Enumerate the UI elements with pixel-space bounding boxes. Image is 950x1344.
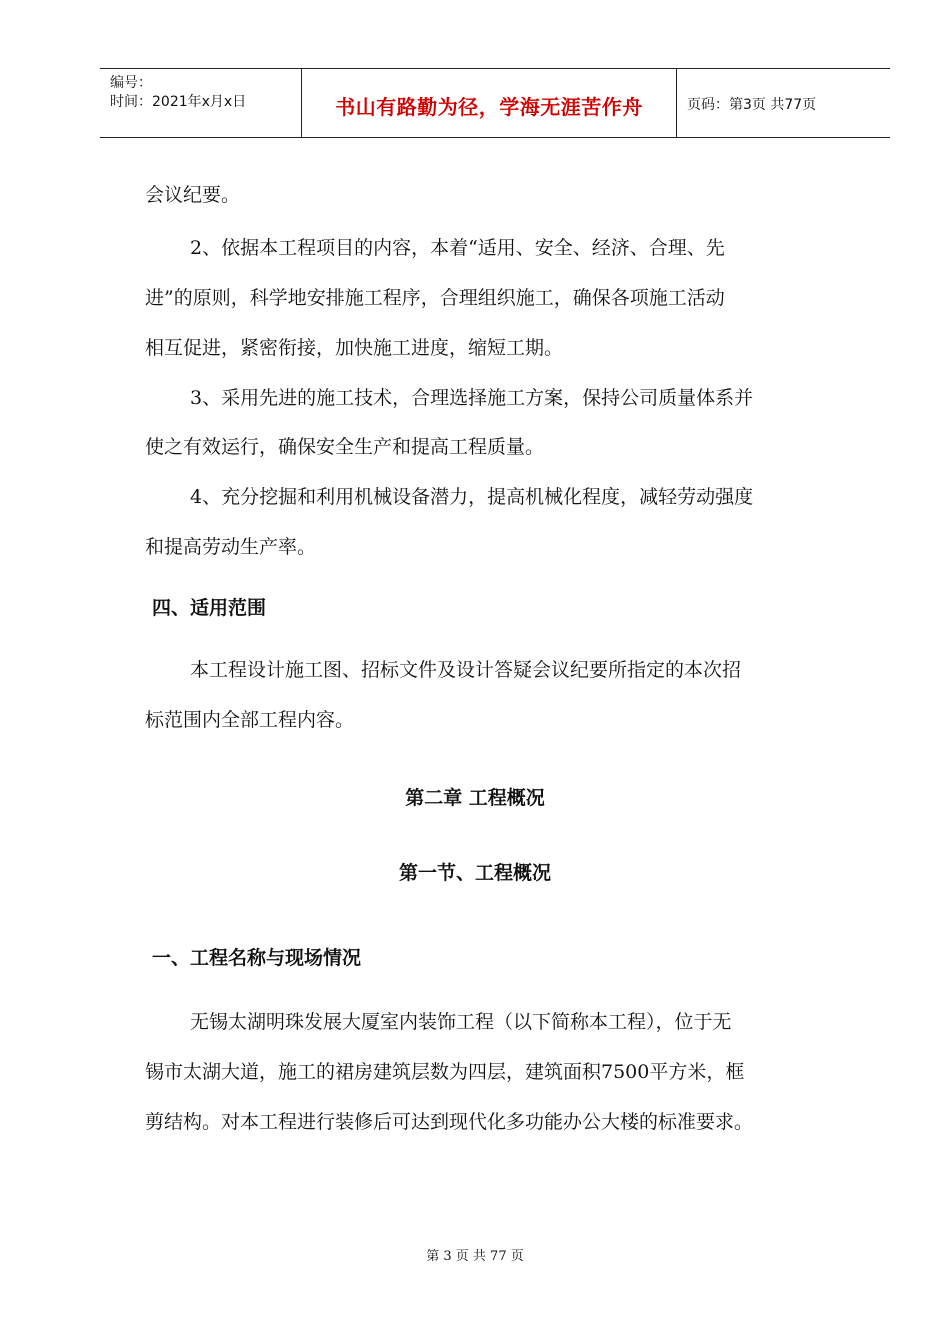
item-3-line-1: 3、采用先进的施工技术，合理选择施工方案，保持公司质量体系并 (190, 387, 754, 409)
item-2-line-3: 相互促进，紧密衔接，加快施工进度，缩短工期。 (145, 337, 564, 359)
item-3-line-2: 使之有效运行，确保安全生产和提高工程质量。 (145, 436, 545, 458)
document-number-label: 编号： (110, 75, 152, 91)
scope-line-1: 本工程设计施工图、招标文件及设计答疑会议纪要所指定的本次招 (190, 659, 742, 681)
continued-text: 会议纪要。 (145, 184, 241, 206)
chapter-title: 第二章 工程概况 (405, 787, 545, 809)
header-motto-cell (301, 69, 677, 137)
item-2-line-2: 进”的原则，科学地安排施工程序，合理组织施工，确保各项施工活动 (145, 287, 725, 309)
document-time-label: 时间：2021年x月x日 (110, 94, 247, 110)
overview-line-1: 无锡太湖明珠发展大厦室内装饰工程（以下简称本工程），位于无 (190, 1011, 732, 1033)
header-meta-cell (100, 69, 300, 137)
item-4-line-1: 4、充分挖掘和利用机械设备潜力，提高机械化程度，减轻劳动强度 (190, 486, 754, 508)
overview-line-3: 剪结构。对本工程进行装修后可达到现代化多功能办公大楼的标准要求。 (145, 1111, 754, 1133)
page-header-table (100, 68, 890, 138)
page-footer: 第 3 页 共 77 页 (426, 1249, 524, 1264)
header-page-info: 页码：第3页 共77页 (687, 97, 817, 113)
header-page-cell (677, 69, 890, 137)
item-2-line-1: 2、依据本工程项目的内容，本着“适用、安全、经济、合理、先 (190, 237, 725, 259)
section-title: 第一节、工程概况 (398, 862, 551, 884)
header-motto: 书山有路勤为径，学海无涯苦作舟 (335, 95, 643, 119)
heading-project-name: 一、工程名称与现场情况 (152, 947, 362, 969)
item-4-line-2: 和提高劳动生产率。 (145, 536, 317, 558)
scope-line-2: 标范围内全部工程内容。 (145, 709, 355, 731)
overview-line-2: 锡市太湖大道，施工的裙房建筑层数为四层，建筑面积7500平方米，框 (145, 1061, 745, 1083)
heading-scope: 四、适用范围 (152, 597, 267, 619)
